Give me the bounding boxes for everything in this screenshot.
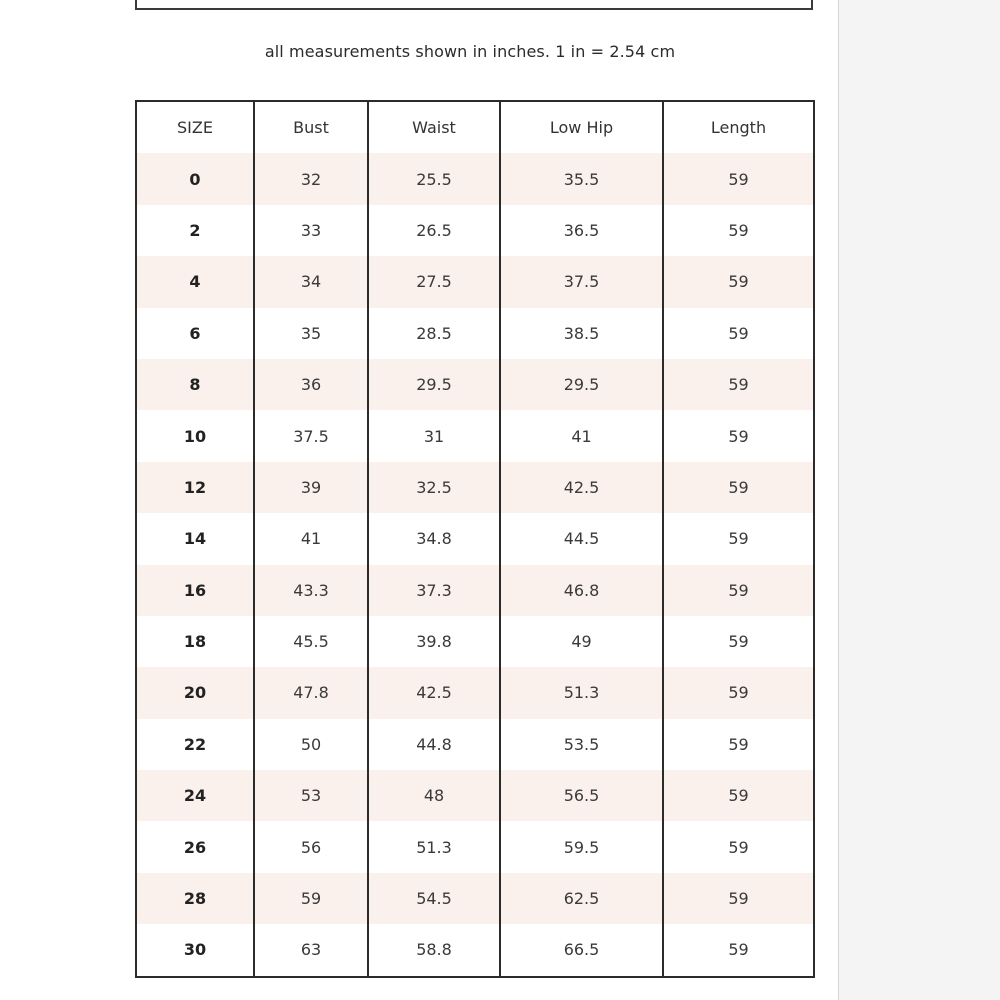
- cell-low-hip: 44.5: [500, 513, 663, 564]
- cell-bust: 53: [254, 770, 368, 821]
- cell-length: 59: [663, 410, 814, 461]
- cell-waist: 37.3: [368, 565, 500, 616]
- cell-size: 20: [136, 667, 254, 718]
- table-header-row: [136, 101, 814, 153]
- cell-size: 6: [136, 308, 254, 359]
- cell-length: 59: [663, 873, 814, 924]
- cell-length: 59: [663, 153, 814, 204]
- cell-length: 59: [663, 359, 814, 410]
- cell-bust: 32: [254, 153, 368, 204]
- cell-waist: 39.8: [368, 616, 500, 667]
- cell-bust: 50: [254, 719, 368, 770]
- table-row: [136, 205, 814, 256]
- table-row: [136, 462, 814, 513]
- cell-length: 59: [663, 308, 814, 359]
- cell-bust: 37.5: [254, 410, 368, 461]
- cell-bust: 39: [254, 462, 368, 513]
- cell-low-hip: 49: [500, 616, 663, 667]
- cell-size: 2: [136, 205, 254, 256]
- cell-bust: 43.3: [254, 565, 368, 616]
- cell-size: 28: [136, 873, 254, 924]
- cell-size: 16: [136, 565, 254, 616]
- cell-bust: 47.8: [254, 667, 368, 718]
- cell-size: 24: [136, 770, 254, 821]
- cell-size: 0: [136, 153, 254, 204]
- table-row: [136, 873, 814, 924]
- cell-low-hip: 38.5: [500, 308, 663, 359]
- cell-length: 59: [663, 667, 814, 718]
- cell-length: 59: [663, 616, 814, 667]
- cell-waist: 48: [368, 770, 500, 821]
- cell-length: 59: [663, 821, 814, 872]
- cell-bust: 56: [254, 821, 368, 872]
- table-row: [136, 410, 814, 461]
- previous-section-box: [135, 0, 813, 10]
- cell-size: 12: [136, 462, 254, 513]
- header-length: Length: [663, 101, 814, 153]
- table-row: [136, 565, 814, 616]
- cell-low-hip: 35.5: [500, 153, 663, 204]
- table-row: [136, 256, 814, 307]
- cell-bust: 45.5: [254, 616, 368, 667]
- cell-size: 4: [136, 256, 254, 307]
- cell-size: 10: [136, 410, 254, 461]
- cell-waist: 34.8: [368, 513, 500, 564]
- cell-low-hip: 51.3: [500, 667, 663, 718]
- cell-length: 59: [663, 719, 814, 770]
- cell-length: 59: [663, 256, 814, 307]
- cell-low-hip: 56.5: [500, 770, 663, 821]
- table-row: [136, 308, 814, 359]
- cell-waist: 42.5: [368, 667, 500, 718]
- cell-size: 22: [136, 719, 254, 770]
- cell-waist: 26.5: [368, 205, 500, 256]
- cell-waist: 31: [368, 410, 500, 461]
- table-row: [136, 359, 814, 410]
- cell-size: 30: [136, 924, 254, 976]
- header-size: SIZE: [136, 101, 254, 153]
- cell-length: 59: [663, 770, 814, 821]
- cell-bust: 35: [254, 308, 368, 359]
- cell-low-hip: 37.5: [500, 256, 663, 307]
- table-row: [136, 821, 814, 872]
- header-waist: Waist: [368, 101, 500, 153]
- table-row: [136, 616, 814, 667]
- cell-waist: 44.8: [368, 719, 500, 770]
- cell-length: 59: [663, 565, 814, 616]
- table-row: [136, 153, 814, 204]
- cell-waist: 58.8: [368, 924, 500, 976]
- cell-size: 8: [136, 359, 254, 410]
- header-low-hip: Low Hip: [500, 101, 663, 153]
- cell-low-hip: 36.5: [500, 205, 663, 256]
- cell-bust: 33: [254, 205, 368, 256]
- cell-bust: 59: [254, 873, 368, 924]
- cell-bust: 41: [254, 513, 368, 564]
- table-row: [136, 770, 814, 821]
- cell-waist: 29.5: [368, 359, 500, 410]
- cell-bust: 63: [254, 924, 368, 976]
- cell-size: 26: [136, 821, 254, 872]
- cell-low-hip: 42.5: [500, 462, 663, 513]
- cell-waist: 28.5: [368, 308, 500, 359]
- cell-low-hip: 46.8: [500, 565, 663, 616]
- cell-low-hip: 62.5: [500, 873, 663, 924]
- cell-low-hip: 53.5: [500, 719, 663, 770]
- header-bust: Bust: [254, 101, 368, 153]
- cell-length: 59: [663, 462, 814, 513]
- cell-waist: 51.3: [368, 821, 500, 872]
- table-row: [136, 719, 814, 770]
- table-body: [136, 153, 814, 976]
- cell-bust: 36: [254, 359, 368, 410]
- cell-waist: 54.5: [368, 873, 500, 924]
- cell-waist: 27.5: [368, 256, 500, 307]
- table-row: [136, 667, 814, 718]
- cell-low-hip: 29.5: [500, 359, 663, 410]
- cell-low-hip: 41: [500, 410, 663, 461]
- cell-length: 59: [663, 513, 814, 564]
- cell-size: 14: [136, 513, 254, 564]
- cell-length: 59: [663, 924, 814, 976]
- cell-size: 18: [136, 616, 254, 667]
- cell-waist: 25.5: [368, 153, 500, 204]
- table-row: [136, 924, 814, 976]
- size-chart-table: [135, 100, 815, 978]
- cell-length: 59: [663, 205, 814, 256]
- cell-low-hip: 66.5: [500, 924, 663, 976]
- cell-bust: 34: [254, 256, 368, 307]
- cell-waist: 32.5: [368, 462, 500, 513]
- cell-low-hip: 59.5: [500, 821, 663, 872]
- measurement-caption: all measurements shown in inches. 1 in = 2.54 cm: [264, 42, 676, 61]
- table-row: [136, 513, 814, 564]
